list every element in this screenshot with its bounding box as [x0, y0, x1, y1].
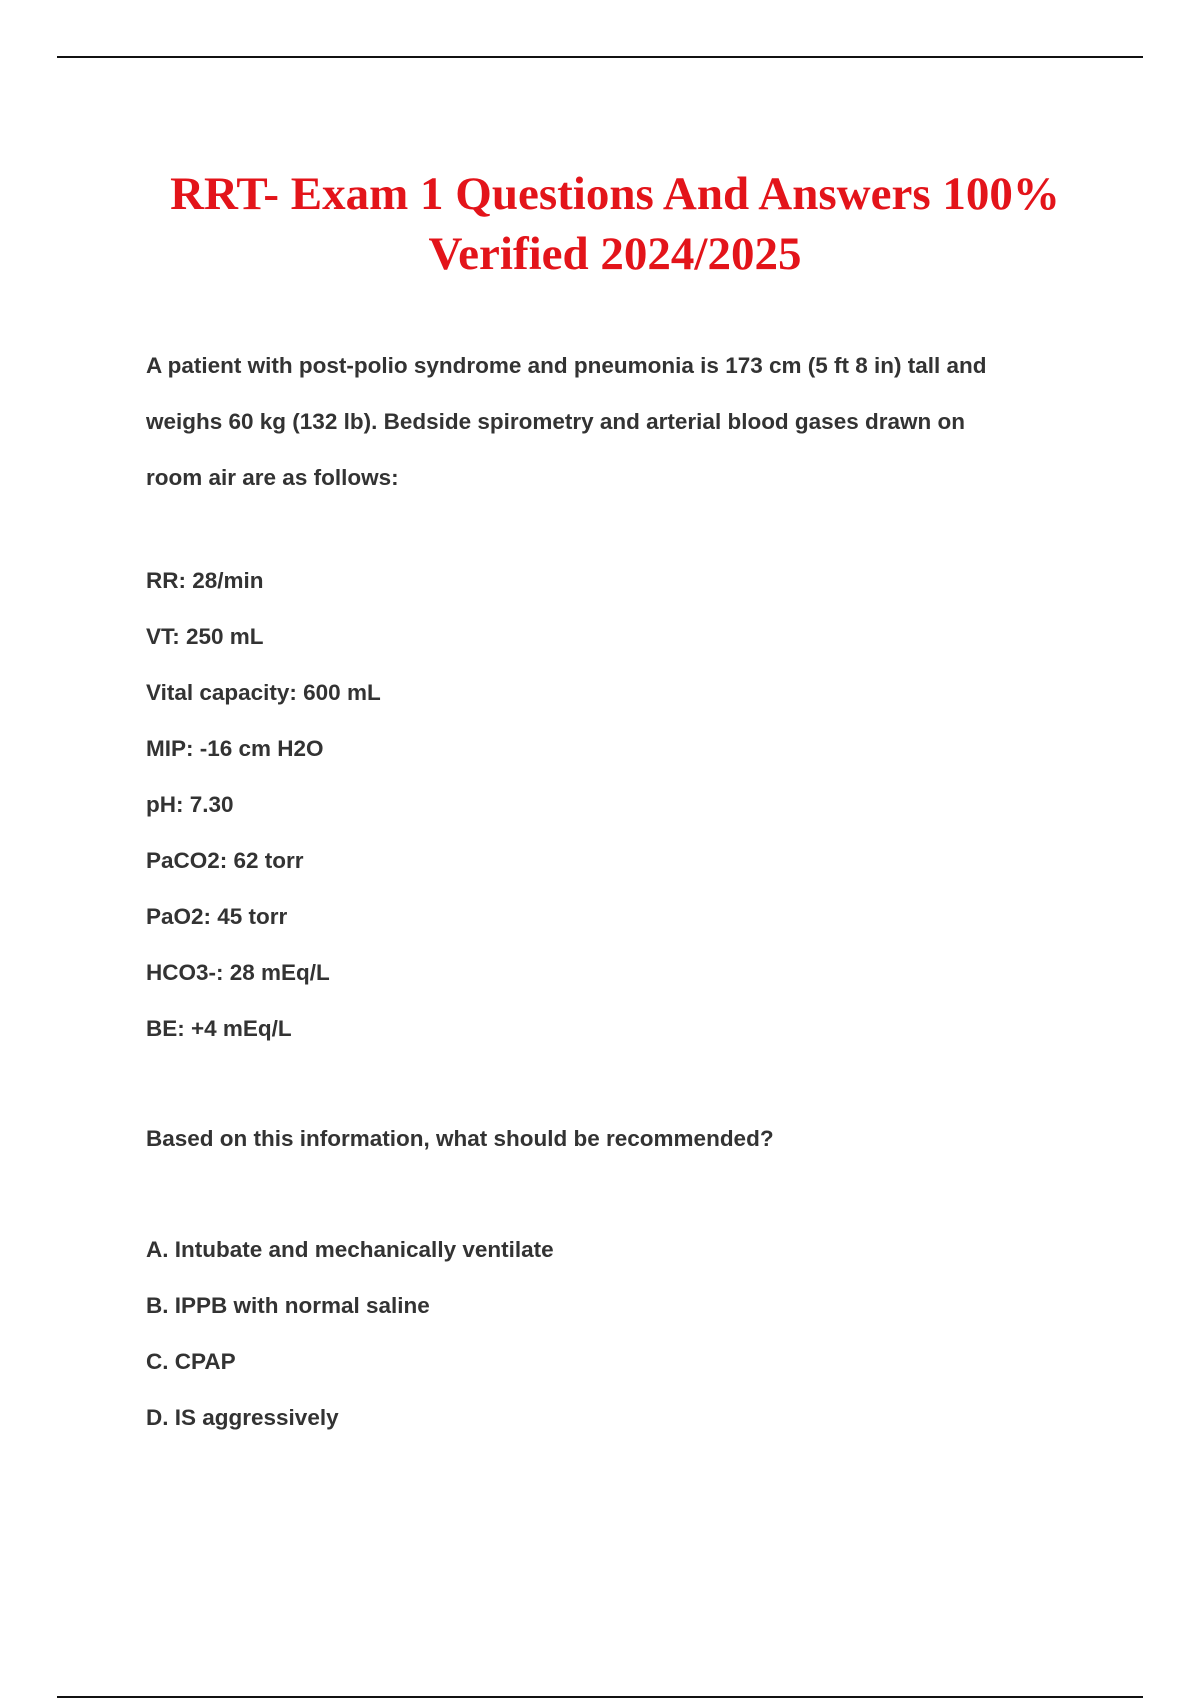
patient-values-list [146, 566, 1086, 1070]
title-line: RRT- Exam 1 Questions And Answers 100% [170, 168, 1060, 220]
document-title [100, 164, 1130, 284]
value-item-mip: MIP: -16 cm H2O [146, 736, 324, 761]
stem-line: A patient with post-polio syndrome and pneumonia is 173 cm (5 ft 8 in) tall and [146, 353, 987, 378]
answer-option-b: B. IPPB with normal saline [146, 1293, 430, 1318]
answer-option-d: D. IS aggressively [146, 1405, 339, 1430]
header-divider [57, 56, 1143, 58]
question-prompt: Based on this information, what should be recommended? [146, 1126, 774, 1151]
value-item-vt: VT: 250 mL [146, 624, 264, 649]
value-item-paco2: PaCO2: 62 torr [146, 848, 304, 873]
value-item-hco3: HCO3-: 28 mEq/L [146, 960, 330, 985]
stem-line: weighs 60 kg (132 lb). Bedside spirometry and arterial blood gases drawn on [146, 409, 965, 434]
value-item-vital-capacity: Vital capacity: 600 mL [146, 680, 381, 705]
answer-options [146, 1235, 1086, 1459]
question-stem [146, 338, 1086, 506]
answer-option-a: A. Intubate and mechanically ventilate [146, 1237, 554, 1262]
value-item-be: BE: +4 mEq/L [146, 1016, 292, 1041]
value-item-rr: RR: 28/min [146, 568, 264, 593]
value-item-pao2: PaO2: 45 torr [146, 904, 288, 929]
stem-line: room air are as follows: [146, 465, 399, 490]
value-item-ph: pH: 7.30 [146, 792, 234, 817]
answer-option-c: C. CPAP [146, 1349, 236, 1374]
title-line: Verified 2024/2025 [428, 228, 802, 280]
footer-divider [57, 1696, 1143, 1698]
